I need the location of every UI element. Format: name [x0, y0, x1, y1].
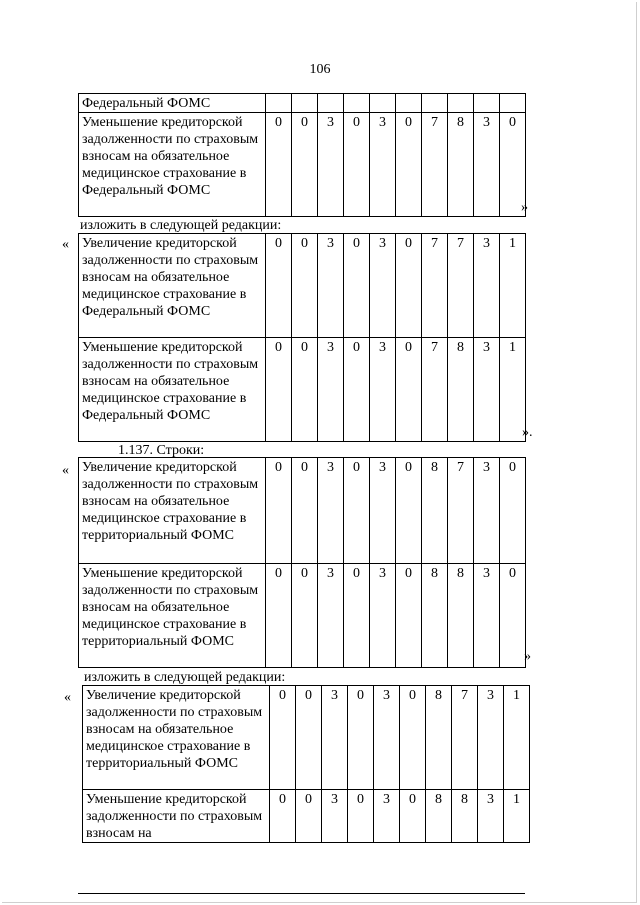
code-digit: 8 [448, 113, 474, 217]
table-row [83, 790, 530, 843]
code-digit: 8 [426, 686, 452, 790]
code-digit: 0 [266, 338, 292, 442]
code-digit: 0 [296, 686, 322, 790]
code-digit: 1 [500, 234, 526, 338]
row-label: Уменьшение кредиторской задолженности по страховым взносам на обязательное медицинское страхование в территориальный ФОМС [79, 564, 266, 668]
row-label: Федеральный ФОМС [79, 94, 266, 113]
row-label: Увеличение кредиторской задолженности по страховым взносам на обязательное медицинское страхование в Федеральный ФОМС [79, 234, 266, 338]
code-digit: 0 [348, 686, 374, 790]
code-digit: 0 [266, 564, 292, 668]
code-digit: 0 [396, 564, 422, 668]
code-digit: 3 [474, 234, 500, 338]
code-digit: 7 [422, 113, 448, 217]
code-digit: 0 [348, 790, 374, 843]
code-digit: 0 [344, 338, 370, 442]
code-digit: 3 [474, 113, 500, 217]
code-digit: 7 [422, 234, 448, 338]
code-digit: 0 [270, 790, 296, 843]
code-digit [292, 94, 318, 113]
code-digit: 0 [396, 234, 422, 338]
code-digit: 3 [478, 686, 504, 790]
code-digit: 0 [266, 113, 292, 217]
code-digit: 3 [318, 564, 344, 668]
code-digit: 0 [292, 564, 318, 668]
code-digit: 3 [318, 458, 344, 564]
code-digit: 3 [370, 338, 396, 442]
close-quote-period: ». [522, 425, 533, 440]
intro-text: изложить в следующей редакции: [84, 670, 286, 685]
code-digit: 0 [292, 113, 318, 217]
code-digit: 0 [396, 113, 422, 217]
codes-table-old-territorial [78, 457, 526, 668]
code-digit: 3 [474, 338, 500, 442]
code-digit: 3 [370, 234, 396, 338]
code-digit: 1 [504, 686, 530, 790]
code-digit: 3 [318, 338, 344, 442]
code-digit [344, 94, 370, 113]
code-digit: 0 [400, 686, 426, 790]
code-digit: 8 [426, 790, 452, 843]
code-digit: 0 [296, 790, 322, 843]
code-digit: 8 [422, 458, 448, 564]
code-digit: 0 [344, 113, 370, 217]
row-label: Уменьшение кредиторской задолженности по страховым взносам на [83, 790, 270, 843]
code-digit [448, 94, 474, 113]
code-digit: 3 [370, 113, 396, 217]
code-digit: 7 [422, 338, 448, 442]
code-digit: 1 [504, 790, 530, 843]
code-digit: 3 [322, 790, 348, 843]
codes-table-new-federal [78, 233, 526, 442]
code-digit [318, 94, 344, 113]
code-digit: 0 [400, 790, 426, 843]
code-digit: 3 [374, 686, 400, 790]
code-digit: 0 [500, 458, 526, 564]
code-digit: 0 [270, 686, 296, 790]
open-quote: « [62, 463, 69, 478]
table-row [79, 458, 526, 564]
code-digit: 3 [374, 790, 400, 843]
code-digit [370, 94, 396, 113]
code-digit: 3 [318, 113, 344, 217]
code-digit: 8 [448, 564, 474, 668]
code-digit: 3 [318, 234, 344, 338]
table-row [79, 113, 526, 217]
code-digit: 7 [448, 234, 474, 338]
row-label: Уменьшение кредиторской задолженности по страховым взносам на обязательное медицинское страхование в Федеральный ФОМС [79, 338, 266, 442]
row-label: Увеличение кредиторской задолженности по страховым взносам на обязательное медицинское страхование в территориальный ФОМС [83, 686, 270, 790]
code-digit: 8 [448, 338, 474, 442]
open-quote: « [62, 237, 69, 252]
row-label: Увеличение кредиторской задолженности по страховым взносам на обязательное медицинское страхование в территориальный ФОМС [79, 458, 266, 564]
code-digit: 3 [370, 458, 396, 564]
code-digit [500, 94, 526, 113]
code-digit: 0 [500, 564, 526, 668]
code-digit: 0 [344, 564, 370, 668]
code-digit: 0 [292, 458, 318, 564]
code-digit: 0 [396, 458, 422, 564]
page-number: 106 [309, 62, 331, 77]
table-row [79, 94, 526, 113]
code-digit [266, 94, 292, 113]
code-digit: 3 [474, 564, 500, 668]
page-bottom-rule [78, 893, 525, 894]
code-digit [474, 94, 500, 113]
code-digit: 0 [266, 234, 292, 338]
code-digit: 8 [452, 790, 478, 843]
code-digit: 0 [344, 458, 370, 564]
open-quote: « [64, 690, 71, 705]
codes-table-old-federal [78, 93, 526, 217]
table-row [83, 686, 530, 790]
row-label: Уменьшение кредиторской задолженности по страховым взносам на обязательное медицинское страхование в Федеральный ФОМС [79, 113, 266, 217]
code-digit: 0 [500, 113, 526, 217]
table-row [79, 234, 526, 338]
code-digit: 3 [474, 458, 500, 564]
code-digit [396, 94, 422, 113]
code-digit: 3 [322, 686, 348, 790]
code-digit: 0 [292, 338, 318, 442]
code-digit: 0 [344, 234, 370, 338]
intro-text: изложить в следующей редакции: [80, 218, 282, 233]
code-digit: 0 [266, 458, 292, 564]
code-digit [422, 94, 448, 113]
table-row [79, 564, 526, 668]
code-digit: 8 [422, 564, 448, 668]
section-heading: 1.137. Строки: [118, 443, 205, 458]
code-digit: 7 [452, 686, 478, 790]
code-digit: 7 [448, 458, 474, 564]
code-digit: 3 [370, 564, 396, 668]
table-row [79, 338, 526, 442]
codes-table-new-territorial [82, 685, 530, 843]
code-digit: 0 [292, 234, 318, 338]
close-quote: » [521, 200, 528, 215]
code-digit: 1 [500, 338, 526, 442]
code-digit: 0 [396, 338, 422, 442]
code-digit: 3 [478, 790, 504, 843]
close-quote: » [524, 649, 531, 664]
